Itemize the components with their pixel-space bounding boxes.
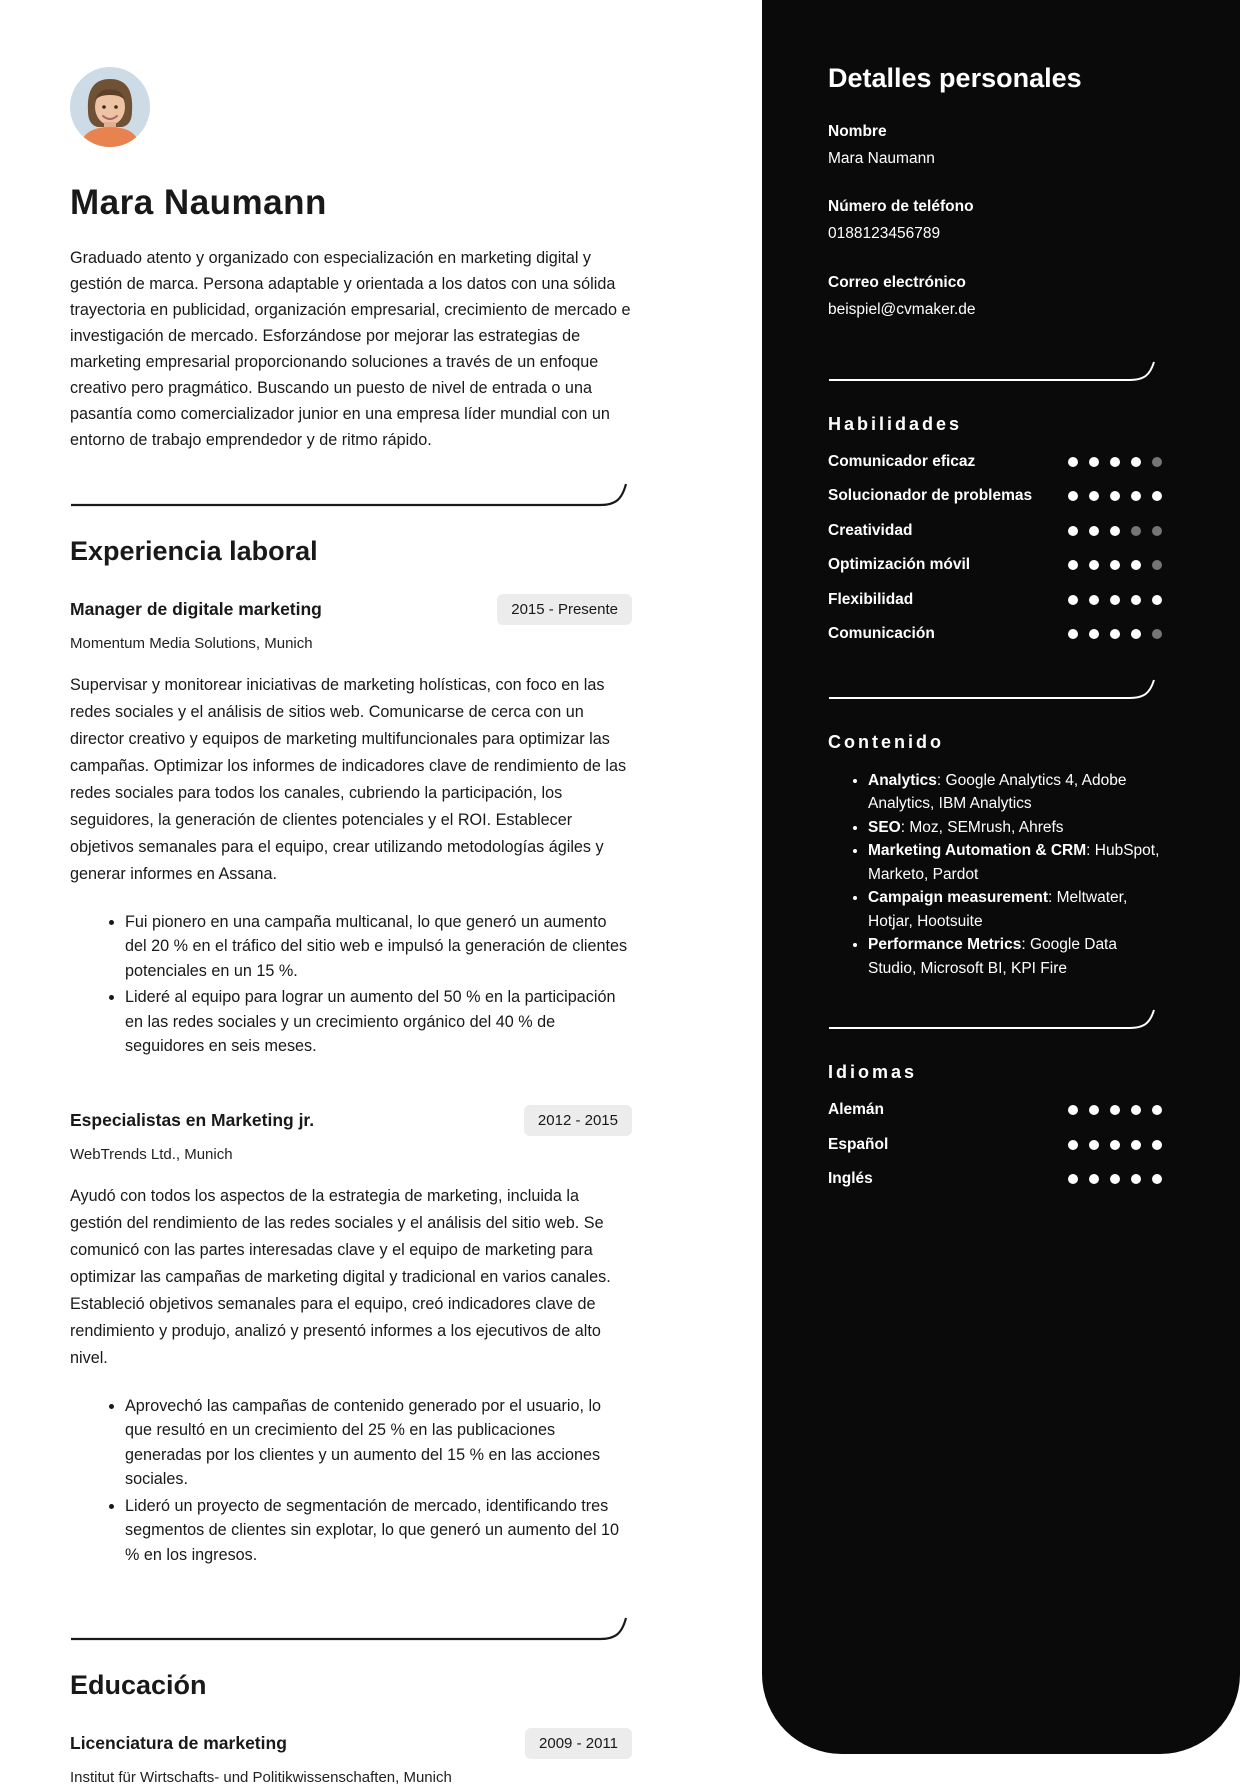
job-bullet-list bbox=[70, 910, 632, 1059]
divider bbox=[828, 678, 1158, 700]
content-item-rest: : Google Data Studio, Microsoft BI, KPI Fire bbox=[868, 936, 1117, 977]
field-label: Número de teléfono bbox=[828, 198, 974, 216]
job-bullet-list bbox=[70, 1394, 632, 1568]
education-degree: Licenciatura de marketing bbox=[70, 1732, 287, 1753]
field-label: Nombre bbox=[828, 123, 887, 141]
job-description: Ayudó con todos los aspectos de la estrategia de marketing, incluida la gestión del rendimiento de las redes sociales y el análisis del sitio web. Se comunicó con las partes interesadas clave y el equipo de marketing para optimizar las campañas de marketing digital y tradicional en varios canales. Estableció objetivos semanales para el equipo, creó indicadores clave de rendimiento y produjo, analizó y presentó informes a los ejecutivos de alto nivel. bbox=[70, 1186, 611, 1367]
language-rating-dots bbox=[1068, 1105, 1162, 1115]
education-period-badge: 2009 - 2011 bbox=[525, 1728, 632, 1759]
job-bullet: • Lideré al equipo para lograr un aumento del 50 % en la participación en las redes sociales y un crecimiento orgánico del 40 % de seguidores en seis meses. bbox=[125, 985, 632, 1059]
job-company: Momentum Media Solutions, Munich bbox=[70, 634, 313, 652]
skill-label: Creatividad bbox=[828, 521, 913, 539]
job-description: Supervisar y monitorear iniciativas de marketing holísticas, con foco en las redes sociales y el análisis de sitios web. Comunicarse de cerca con un director creativo y equipos de marketing multifuncionales para optimizar las campañas. Optimizar los informes de indicadores clave de rendimiento de las redes sociales para todos los canales, cubriendo la participación, los seguidores, la generación de clientes potenciales y el ROI. Establecer objetivos semanales para el equipo, crear utilizando metodologías ágiles y generar informes en Assana. bbox=[70, 675, 627, 883]
content-item-rest: : Google Analytics 4, Adobe Analytics, IBM Analytics bbox=[868, 771, 1127, 813]
profile-photo bbox=[70, 67, 150, 147]
content-item bbox=[868, 933, 1162, 980]
skill-row bbox=[828, 523, 1162, 539]
skill-row bbox=[828, 454, 1162, 470]
personal-field bbox=[828, 273, 1162, 320]
content-item-lead: Marketing Automation & CRM bbox=[868, 842, 1087, 860]
skill-row bbox=[828, 592, 1162, 608]
job-header bbox=[70, 594, 632, 625]
divider bbox=[828, 360, 1158, 382]
languages-list bbox=[828, 1102, 1162, 1187]
summary-text: Graduado atento y organizado con especialización en marketing digital y gestión de marca. Persona adaptable y orientada a los datos con una sólida trayectoria en publicidad, organización empresarial, crecimiento de mercado e investigación de mercado. Esforzándose por mejorar las estrategias de marketing empresarial proporcionando soluciones a través de un enfoque creativo pero pragmático. Buscando un puesto de nivel de entrada o una pasantía como comercializador junior en una empresa líder mundial con un entorno de trabajo emprendedor y de ritmo rápido. bbox=[70, 249, 631, 450]
job-period-badge: 2012 - 2015 bbox=[524, 1105, 632, 1136]
page-title: Mara Naumann bbox=[70, 183, 327, 222]
skill-row bbox=[828, 626, 1162, 642]
job-title: Especialistas en Marketing jr. bbox=[70, 1109, 315, 1130]
sidebar bbox=[762, 0, 1240, 1754]
skill-label: Comunicación bbox=[828, 625, 935, 643]
education-school: Institut für Wirtschafts- und Politikwissenschaften, Munich bbox=[70, 1768, 452, 1786]
sidebar-title-languages: Idiomas bbox=[828, 1062, 918, 1083]
job-header bbox=[70, 1105, 632, 1136]
job-title: Manager de digitale marketing bbox=[70, 598, 322, 619]
skill-rating-dots bbox=[1068, 491, 1162, 501]
content-item-lead: Performance Metrics bbox=[868, 936, 1022, 954]
content-item bbox=[868, 886, 1162, 933]
language-label: Español bbox=[828, 1135, 889, 1153]
field-value: Mara Naumann bbox=[828, 150, 935, 168]
content-item-lead: Analytics bbox=[868, 771, 937, 789]
content-item bbox=[868, 816, 1162, 840]
skill-label: Optimización móvil bbox=[828, 556, 971, 574]
job-bullet: • Aprovechó las campañas de contenido generado por el usuario, lo que resultó en un crecimiento del 25 % en las publicaciones generadas por los clientes y un aumento del 15 % en las acciones sociales. bbox=[125, 1394, 632, 1492]
content-item bbox=[868, 769, 1162, 816]
sidebar-title-content: Contenido bbox=[828, 731, 944, 752]
skill-rating-dots bbox=[1068, 457, 1162, 467]
skills-list bbox=[828, 454, 1162, 642]
job-period-badge: 2015 - Presente bbox=[497, 594, 632, 625]
language-row bbox=[828, 1171, 1162, 1187]
skill-rating-dots bbox=[1068, 595, 1162, 605]
job-entry bbox=[70, 1105, 632, 1568]
language-rating-dots bbox=[1068, 1140, 1162, 1150]
job-bullet: • Lideró un proyecto de segmentación de mercado, identificando tres segmentos de clientes sin explotar, lo que generó un aumento del 10 % en los ingresos. bbox=[125, 1494, 632, 1568]
education-list bbox=[70, 1728, 632, 1786]
education-entry bbox=[70, 1728, 632, 1786]
content-item-rest: : HubSpot, Marketo, Pardot bbox=[868, 842, 1160, 883]
content-item-rest: : Meltwater, Hotjar, Hootsuite bbox=[868, 889, 1128, 930]
skill-rating-dots bbox=[1068, 560, 1162, 570]
job-company: WebTrends Ltd., Munich bbox=[70, 1145, 233, 1163]
skill-label: Flexibilidad bbox=[828, 590, 914, 608]
main-column bbox=[70, 0, 632, 1786]
skill-row bbox=[828, 488, 1162, 504]
language-row bbox=[828, 1137, 1162, 1153]
field-value: 0188123456789 bbox=[828, 225, 941, 243]
section-title-experience: Experiencia laboral bbox=[70, 536, 318, 567]
experience-list bbox=[70, 594, 632, 1568]
language-row bbox=[828, 1102, 1162, 1118]
personal-field bbox=[828, 197, 1162, 244]
sidebar-title-personal: Detalles personales bbox=[828, 63, 1082, 93]
education-header bbox=[70, 1728, 632, 1759]
content-item-rest: : Moz, SEMrush, Ahrefs bbox=[900, 818, 1064, 836]
divider bbox=[70, 481, 632, 507]
divider bbox=[828, 1008, 1158, 1030]
sidebar-title-skills: Habilidades bbox=[828, 413, 963, 434]
personal-fields bbox=[828, 122, 1162, 320]
language-label: Alemán bbox=[828, 1101, 884, 1119]
section-title-education: Educación bbox=[70, 1670, 207, 1701]
field-label: Correo electrónico bbox=[828, 273, 966, 291]
content-item bbox=[868, 839, 1162, 886]
language-label: Inglés bbox=[828, 1170, 873, 1188]
skill-label: Comunicador eficaz bbox=[828, 452, 976, 470]
language-rating-dots bbox=[1068, 1174, 1162, 1184]
divider bbox=[70, 1615, 632, 1641]
skill-row bbox=[828, 557, 1162, 573]
job-entry bbox=[70, 594, 632, 1059]
skill-label: Solucionador de problemas bbox=[828, 487, 1033, 505]
content-list bbox=[828, 769, 1162, 981]
skill-rating-dots bbox=[1068, 526, 1162, 536]
content-item-lead: Campaign measurement bbox=[868, 889, 1049, 907]
job-bullet: • Fui pionero en una campaña multicanal, lo que generó un aumento del 20 % en el tráfico del sitio web e impulsó la generación de clientes potenciales en un 15 %. bbox=[125, 910, 632, 984]
personal-field bbox=[828, 122, 1162, 169]
content-item-lead: SEO bbox=[868, 818, 901, 836]
field-value: beispiel@cvmaker.de bbox=[828, 300, 976, 318]
skill-rating-dots bbox=[1068, 629, 1162, 639]
